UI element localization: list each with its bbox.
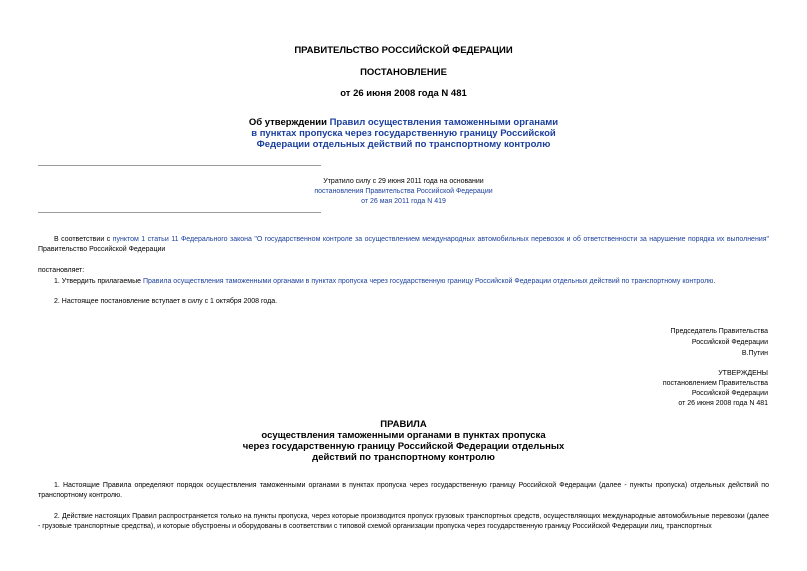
- preamble-law-link[interactable]: пунктом 1 статьи 11 Федерального закона "О государственном контроле за осуществлением международных автомобильных перевозок и об ответственности за нарушение порядка их выполнения": [112, 236, 769, 243]
- rules-title-line2: осуществления таможенными органами в пунктах пропуска: [261, 430, 546, 441]
- title-prefix: Об утверждении: [248, 117, 330, 128]
- document-date: от 26 июня 2008 года N 481: [340, 88, 467, 99]
- preamble-paragraph: [38, 235, 769, 255]
- status-link-line2[interactable]: постановления Правительства Российской Федерации: [314, 188, 493, 195]
- approval-line1: УТВЕРЖДЕНЫ: [718, 370, 768, 377]
- divider-bottom: [38, 212, 321, 213]
- signature-line2: Российской Федерации: [691, 339, 768, 346]
- rules-title-line1: ПРАВИЛА: [380, 419, 427, 430]
- title-link-line1[interactable]: Правил осуществления таможенными органами: [329, 117, 559, 128]
- document-type: ПОСТАНОВЛЕНИЕ: [360, 67, 447, 78]
- government-name: ПРАВИТЕЛЬСТВО РОССИЙСКОЙ ФЕДЕРАЦИИ: [294, 45, 513, 56]
- document-title: [0, 117, 807, 128]
- item-1: [54, 277, 769, 287]
- item-2: 2. Настоящее постановление вступает в силу с 1 октября 2008 года.: [54, 298, 278, 305]
- title-link-line2[interactable]: в пунктах пропуска через государственную границу Российской: [251, 128, 556, 139]
- rules-title-line4: действий по транспортному контролю: [312, 452, 495, 463]
- status-link-line3[interactable]: от 26 мая 2011 года N 419: [361, 198, 446, 205]
- decree-word: постановляет:: [38, 267, 85, 274]
- signature-line1: Председатель Правительства: [670, 328, 768, 335]
- signature-line3: В.Путин: [741, 350, 768, 357]
- rules-title-line3: через государственную границу Российской Федерации отдельных: [242, 441, 565, 452]
- title-link-line3[interactable]: Федерации отдельных действий по транспортному контролю: [256, 139, 551, 150]
- approval-line2: постановлением Правительства: [662, 380, 768, 387]
- status-line1: Утратило силу с 29 июня 2011 года на основании: [323, 178, 484, 185]
- preamble-suffix: Правительство Российской Федерации: [38, 246, 166, 253]
- item-1-rules-link[interactable]: Правила осуществления таможенными органами в пунктах пропуска через государственную границу Российской Федерации отдельных действий по транспортному контролю: [142, 278, 714, 285]
- approval-line3: Российской Федерации: [691, 390, 768, 397]
- approval-line4: от 26 июня 2008 года N 481: [678, 400, 768, 407]
- preamble-prefix: В соответствии с: [54, 236, 113, 243]
- rules-paragraph-1: 1. Настоящие Правила определяют порядок осуществления таможенными органами в пунктах пропуска через государственную границу Российской Федерации (далее - пункты пропуска) отдельных действий по транспортному контролю.: [38, 482, 769, 499]
- item-1-suffix: .: [713, 278, 716, 285]
- rules-paragraph-2: 2. Действие настоящих Правил распространяется только на пункты пропуска, через которые производится пропуск грузовых транспортных средств, осуществляющих международные автомобильные перевозки (далее - грузовые транспортные средства), и которые обустроены и оборудованы в соответствии с типовой схемой организации пропуска через государственную границу Российской Федерации лиц, транспортных: [38, 513, 769, 530]
- divider-top: [38, 165, 321, 166]
- item-1-prefix: 1. Утвердить прилагаемые: [54, 278, 143, 285]
